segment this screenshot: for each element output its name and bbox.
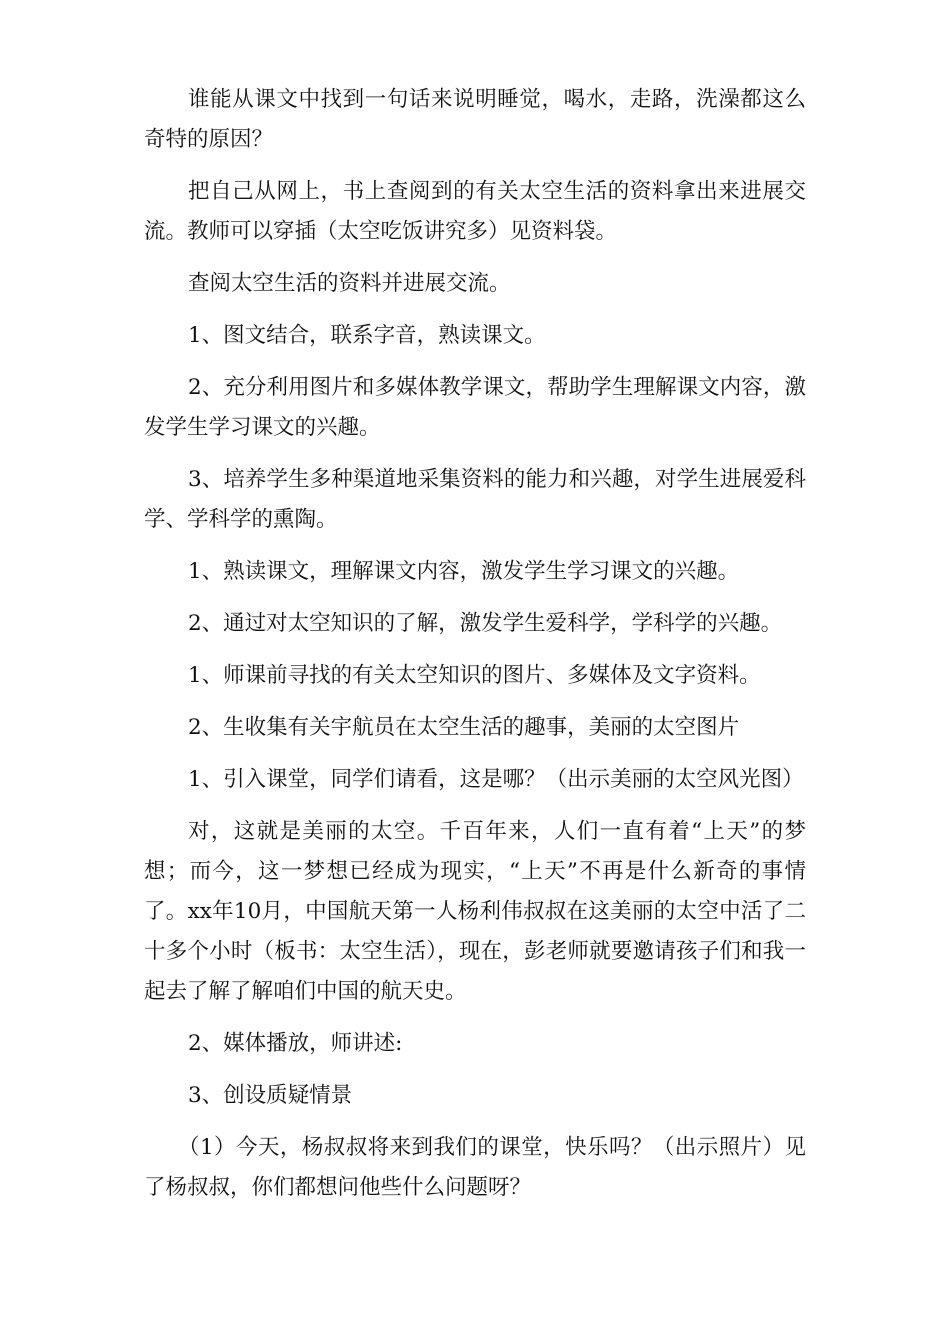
paragraph: 1、熟读课文，理解课文内容，激发学生学习课文的兴趣。 [188,559,740,584]
paragraph: （1）今天，杨叔叔将来到我们的课堂，快乐吗？（出示照片）见了杨叔叔，你们都想问他些什么问题呀？ [144,1135,806,1200]
paragraph: 查阅太空生活的资料并进展交流。 [188,271,511,296]
document-body [144,80,806,1220]
paragraph: 1、师课前寻找的有关太空知识的图片、多媒体及文字资料。 [188,663,761,688]
paragraph: 1、引入课堂，同学们请看，这是哪？（出示美丽的太空风光图） [188,767,804,792]
paragraph: 把自己从网上，书上查阅到的有关太空生活的资料拿出来进展交流。教师可以穿插（太空吃饭讲究多）见资料袋。 [144,179,806,244]
paragraph: 谁能从课文中找到一句话来说明睡觉，喝水，走路，洗澡都这么奇特的原因？ [144,87,806,152]
paragraph: 3、培养学生多种渠道地采集资料的能力和兴趣，对学生进展爱科学、学科学的熏陶。 [144,467,806,532]
paragraph: 3、创设质疑情景 [188,1083,353,1108]
paragraph: 2、充分利用图片和多媒体教学课文，帮助学生理解课文内容，激发学生学习课文的兴趣。 [144,375,806,440]
paragraph: 1、图文结合，联系字音，熟读课文。 [188,323,546,348]
paragraph: 2、媒体播放，师讲述: [188,1031,403,1056]
paragraph: 对，这就是美丽的太空。千百年来，人们一直有着“上天”的梦想；而今，这一梦想已经成为现实，“上天”不再是什么新奇的事情了。xx年10月，中国航天第一人杨利伟叔叔在这美丽的太空中活了二十多个小时（板书：太空生活），现在，彭老师就要邀请孩子们和我一起去了解了解咱们中国的航天史。 [144,819,806,1004]
paragraph: 2、生收集有关宇航员在太空生活的趣事，美丽的太空图片 [188,715,740,740]
paragraph: 2、通过对太空知识的了解，激发学生爱科学，学科学的兴趣。 [188,611,783,636]
